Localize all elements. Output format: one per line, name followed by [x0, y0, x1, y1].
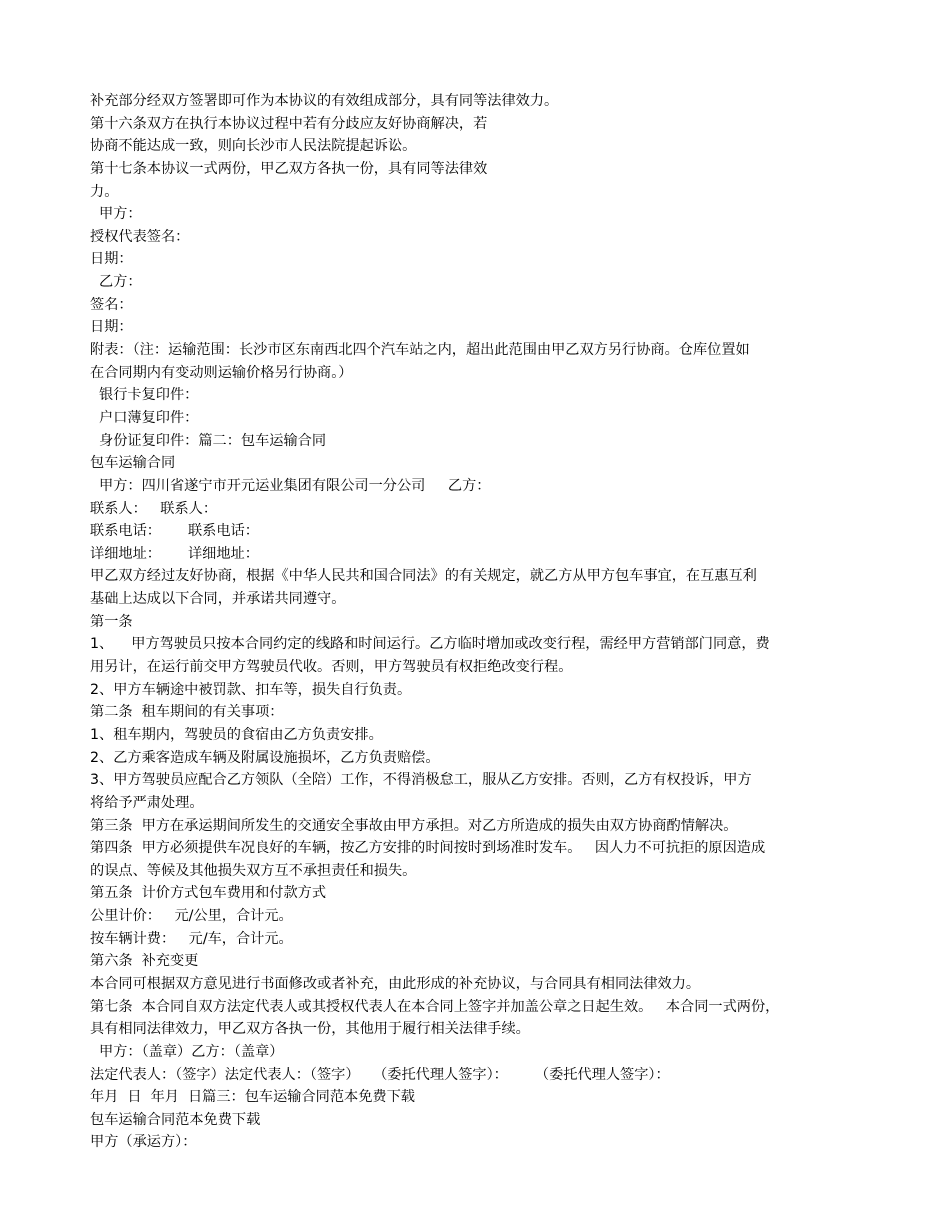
text-line: 第一条 — [90, 613, 133, 630]
text-line: 第六条 补充变更 — [90, 953, 199, 970]
text-line: 联系人： 联系人： — [90, 500, 218, 517]
text-line: 甲方：（盖章）乙方：（盖章） — [90, 1043, 284, 1060]
text-line: 第七条 本合同自双方法定代表人或其授权代表人在本合同上签字并加盖公章之日起生效。 本合同一式两份， — [90, 998, 780, 1015]
text-line: 第五条 计价方式包车费用和付款方式 — [90, 885, 327, 902]
text-line: 签名： — [90, 296, 133, 313]
text-line: 第三条 甲方在承运期间所发生的交通安全事故由甲方承担。对乙方所造成的损失由双方协商酌情解决。 — [90, 817, 738, 834]
document-page — [90, 90, 870, 1154]
text-line: 1、 甲方驾驶员只按本合同约定的线路和时间运行。乙方临时增加或改变行程，需经甲方营销部门同意，费 — [90, 636, 770, 653]
text-line: 乙方： — [90, 274, 142, 291]
text-line: 第十七条本协议一式两份，甲乙双方各执一份，具有同等法律效 — [90, 160, 488, 177]
text-line: 包车运输合同范本免费下载 — [90, 1111, 261, 1128]
text-line: 身份证复印件：篇二：包车运输合同 — [90, 432, 327, 449]
text-line: 包车运输合同 — [90, 455, 176, 472]
text-line: 法定代表人：（签字）法定代表人：（签字） （委托代理人签字）： （委托代理人签字）： — [90, 1066, 670, 1083]
text-line: 1、租车期内，驾驶员的食宿由乙方负责安排。 — [90, 726, 383, 743]
text-line: 2、甲方车辆途中被罚款、扣车等，损失自行负责。 — [90, 681, 412, 698]
text-line: 甲方：四川省遂宁市开元运业集团有限公司一分公司 乙方： — [90, 477, 491, 494]
text-line: 力。 — [90, 183, 119, 200]
text-line: 银行卡复印件： — [90, 387, 199, 404]
text-line: 本合同可根据双方意见进行书面修改或者补充，由此形成的补充协议，与合同具有相同法律效力。 — [90, 975, 701, 992]
text-line: 公里计价： 元/公里，合计元。 — [90, 908, 293, 925]
text-line: 日期： — [90, 319, 133, 336]
text-line: 用另计，在运行前交甲方驾驶员代收。否则，甲方驾驶员有权拒绝改变行程。 — [90, 659, 573, 676]
text-line: 在合同期内有变动则运输价格另行协商。） — [90, 364, 353, 381]
text-line: 甲乙双方经过友好协商，根据《中华人民共和国合同法》的有关规定，就乙方从甲方包车事宜，在互惠互利 — [90, 568, 757, 585]
text-line: 按车辆计费： 元/车，合计元。 — [90, 930, 293, 947]
text-line: 详细地址： 详细地址： — [90, 545, 259, 562]
text-line: 年月 日 年月 日篇三：包车运输合同范本免费下载 — [90, 1089, 415, 1106]
text-line: 第四条 甲方必须提供车况良好的车辆，按乙方安排的时间按时到场准时发车。 因人力不可抗拒的原因造成 — [90, 840, 766, 857]
text-line: 协商不能达成一致，则向长沙市人民法院提起诉讼。 — [90, 138, 417, 155]
text-line: 补充部分经双方签署即可作为本协议的有效组成部分，具有同等法律效力。 — [90, 93, 559, 109]
text-line: 甲方（承运方）： — [90, 1134, 197, 1151]
text-line: 甲方： — [90, 206, 142, 223]
text-line: 日期： — [90, 251, 133, 268]
text-line: 授权代表签名： — [90, 228, 190, 245]
text-line: 基础上达成以下合同，并承诺共同遵守。 — [90, 591, 346, 608]
text-line: 将给予严肃处理。 — [90, 794, 204, 811]
text-line: 联系电话： 联系电话： — [90, 523, 259, 540]
text-line: 户口薄复印件： — [90, 409, 199, 426]
text-line: 第二条 租车期间的有关事项： — [90, 704, 284, 721]
text-line: 附表：（注：运输范围：长沙市区东南西北四个汽车站之内，超出此范围由甲乙双方另行协商。仓库位置如 — [90, 342, 750, 359]
text-line: 第十六条双方在执行本协议过程中若有分歧应友好协商解决，若 — [90, 115, 488, 132]
text-line: 3、甲方驾驶员应配合乙方领队（全陪）工作，不得消极怠工，服从乙方安排。否则，乙方有权投诉，甲方 — [90, 772, 752, 789]
text-line: 2、乙方乘客造成车辆及附属设施损坏，乙方负责赔偿。 — [90, 749, 440, 766]
text-line: 具有相同法律效力，甲乙双方各执一份，其他用于履行相关法律手续。 — [90, 1021, 530, 1038]
text-line: 的误点、等候及其他损失双方互不承担责任和损失。 — [90, 862, 417, 879]
